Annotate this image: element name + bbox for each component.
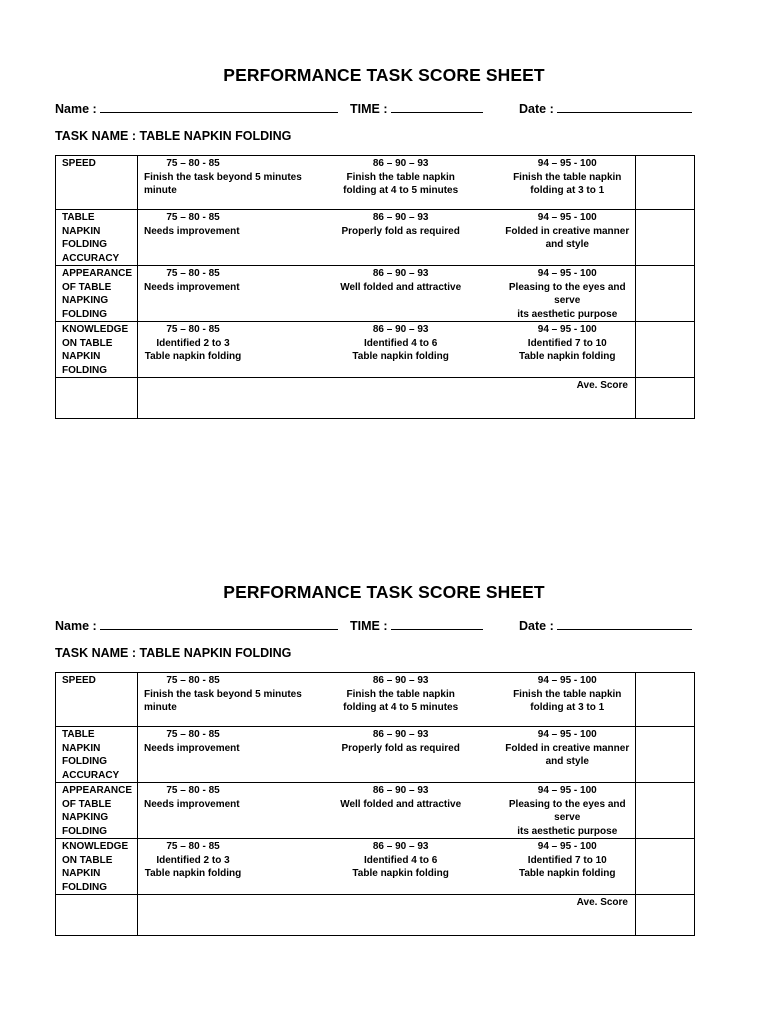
level-mid: 86 – 90 – 93 Identified 4 to 6 Table napkin folding — [352, 841, 449, 879]
level-mid: 86 – 90 – 93 Well folded and attractive — [340, 268, 462, 293]
levels-cell — [138, 673, 636, 727]
name-blank-line[interactable] — [100, 617, 338, 630]
level-mid: 86 – 90 – 93 Finish the table napkin folding at 4 to 5 minutes — [343, 675, 459, 713]
task-name: TASK NAME : TABLE NAPKIN FOLDING — [55, 646, 292, 660]
score-cell[interactable] — [636, 156, 695, 210]
date-blank-line[interactable] — [557, 617, 692, 630]
ave-score-label: Ave. Score — [576, 897, 628, 908]
info-row — [55, 100, 695, 120]
level-mid: 86 – 90 – 93 Identified 4 to 6 Table napkin folding — [352, 324, 449, 362]
name-label: Name : — [55, 619, 97, 633]
level-low: 75 – 80 - 85 Finish the task beyond 5 minutes minute — [144, 158, 302, 196]
ave-score-cell — [138, 378, 636, 419]
levels-cell — [138, 210, 636, 266]
table-row — [56, 378, 695, 419]
table-row — [56, 322, 695, 378]
level-low: 75 – 80 - 85 Needs improvement — [144, 729, 240, 754]
score-cell[interactable] — [636, 266, 695, 322]
level-low: 75 – 80 - 85 Finish the task beyond 5 minutes minute — [144, 675, 302, 713]
ave-score-cell — [138, 895, 636, 936]
table-row — [56, 673, 695, 727]
levels-cell — [138, 839, 636, 895]
level-low: 75 – 80 - 85 Identified 2 to 3 Table napkin folding — [144, 324, 242, 362]
level-high: 94 – 95 - 100 Identified 7 to 10 Table napkin folding — [519, 841, 616, 879]
date-label: Date : — [519, 102, 554, 116]
levels-cell — [138, 266, 636, 322]
criterion-cell: KNOWLEDGE ON TABLE NAPKIN FOLDING — [56, 839, 138, 895]
date-field[interactable] — [519, 100, 692, 116]
levels-cell — [138, 156, 636, 210]
table-row — [56, 895, 695, 936]
rubric-table — [55, 672, 695, 936]
ave-score-label: Ave. Score — [576, 380, 628, 391]
table-row — [56, 156, 695, 210]
empty-cell — [56, 895, 138, 936]
levels-cell — [138, 783, 636, 839]
criterion-cell: TABLE NAPKIN FOLDING ACCURACY — [56, 727, 138, 783]
score-cell[interactable] — [636, 783, 695, 839]
score-cell[interactable] — [636, 322, 695, 378]
page-title: PERFORMANCE TASK SCORE SHEET — [223, 582, 545, 602]
table-row — [56, 266, 695, 322]
rubric-table — [55, 155, 695, 419]
criterion-cell: TABLE NAPKIN FOLDING ACCURACY — [56, 210, 138, 266]
name-blank-line[interactable] — [100, 100, 338, 113]
criterion-cell: SPEED — [56, 156, 138, 210]
time-field[interactable] — [350, 100, 483, 116]
level-low: 75 – 80 - 85 Needs improvement — [144, 268, 240, 293]
level-high: 94 – 95 - 100 Identified 7 to 10 Table napkin folding — [519, 324, 616, 362]
level-high: 94 – 95 - 100 Finish the table napkin folding at 3 to 1 — [513, 158, 622, 196]
criterion-cell: KNOWLEDGE ON TABLE NAPKIN FOLDING — [56, 322, 138, 378]
level-mid: 86 – 90 – 93 Well folded and attractive — [340, 785, 462, 810]
levels-cell — [138, 727, 636, 783]
time-label: TIME : — [350, 102, 388, 116]
name-label: Name : — [55, 102, 97, 116]
levels-cell — [138, 322, 636, 378]
level-mid: 86 – 90 – 93 Finish the table napkin folding at 4 to 5 minutes — [343, 158, 459, 196]
level-high: 94 – 95 - 100 Pleasing to the eyes and serve its aesthetic purpose — [508, 268, 626, 320]
info-row — [55, 617, 695, 637]
time-field[interactable] — [350, 617, 483, 633]
date-blank-line[interactable] — [557, 100, 692, 113]
table-row — [56, 783, 695, 839]
level-high: 94 – 95 - 100 Finish the table napkin folding at 3 to 1 — [513, 675, 622, 713]
criterion-cell: APPEARANCE OF TABLE NAPKING FOLDING — [56, 783, 138, 839]
level-low: 75 – 80 - 85 Needs improvement — [144, 785, 240, 810]
level-high: 94 – 95 - 100 Folded in creative manner and style — [505, 729, 630, 767]
ave-score-value-cell[interactable] — [636, 378, 695, 419]
level-low: 75 – 80 - 85 Identified 2 to 3 Table napkin folding — [144, 841, 242, 879]
date-field[interactable] — [519, 617, 692, 633]
time-blank-line[interactable] — [391, 100, 483, 113]
ave-score-value-cell[interactable] — [636, 895, 695, 936]
page-title: PERFORMANCE TASK SCORE SHEET — [223, 65, 545, 85]
name-field[interactable] — [55, 100, 338, 116]
table-row — [56, 839, 695, 895]
table-row — [56, 727, 695, 783]
time-blank-line[interactable] — [391, 617, 483, 630]
score-cell[interactable] — [636, 210, 695, 266]
criterion-cell: SPEED — [56, 673, 138, 727]
level-mid: 86 – 90 – 93 Properly fold as required — [341, 212, 460, 237]
level-low: 75 – 80 - 85 Needs improvement — [144, 212, 240, 237]
task-name: TASK NAME : TABLE NAPKIN FOLDING — [55, 129, 292, 143]
name-field[interactable] — [55, 617, 338, 633]
score-cell[interactable] — [636, 727, 695, 783]
time-label: TIME : — [350, 619, 388, 633]
level-mid: 86 – 90 – 93 Properly fold as required — [341, 729, 460, 754]
date-label: Date : — [519, 619, 554, 633]
score-cell[interactable] — [636, 839, 695, 895]
criterion-cell: APPEARANCE OF TABLE NAPKING FOLDING — [56, 266, 138, 322]
empty-cell — [56, 378, 138, 419]
table-row — [56, 210, 695, 266]
score-cell[interactable] — [636, 673, 695, 727]
level-high: 94 – 95 - 100 Pleasing to the eyes and serve its aesthetic purpose — [508, 785, 626, 837]
level-high: 94 – 95 - 100 Folded in creative manner and style — [505, 212, 630, 250]
